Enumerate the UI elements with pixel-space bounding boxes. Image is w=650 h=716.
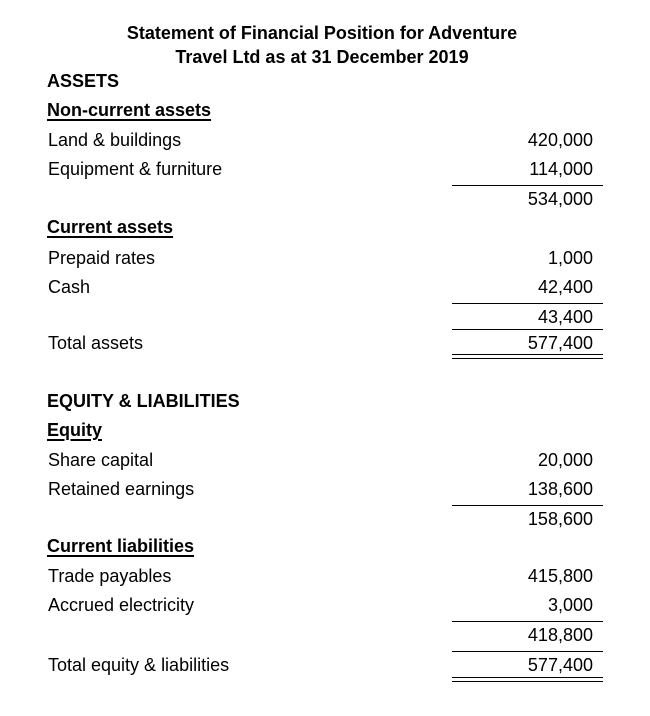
current-assets-heading: Current assets xyxy=(47,217,174,237)
current-liabilities-subtotal: 418,800 xyxy=(527,625,593,645)
line-item-label: Retained earnings xyxy=(48,479,195,499)
total-double-rule xyxy=(452,354,603,359)
line-item-value: 415,800 xyxy=(527,566,593,586)
total-equity-liabilities-value: 577,400 xyxy=(527,655,593,675)
title-line-2: Travel Ltd as at 31 December 2019 xyxy=(175,47,469,67)
line-item-label: Cash xyxy=(48,277,91,297)
total-equity-liabilities-label: Total equity & liabilities xyxy=(48,655,230,675)
subtotal-rule xyxy=(452,185,603,186)
line-item-value: 42,400 xyxy=(537,277,593,297)
line-item-value: 420,000 xyxy=(527,130,593,150)
non-current-assets-heading: Non-current assets xyxy=(47,100,212,120)
total-rule xyxy=(452,329,603,330)
current-liabilities-heading: Current liabilities xyxy=(47,536,195,556)
subtotal-rule xyxy=(452,505,603,506)
line-item-label: Share capital xyxy=(48,450,154,470)
equity-subtotal: 158,600 xyxy=(527,509,593,529)
line-item-label: Land & buildings xyxy=(48,130,182,150)
line-item-value: 20,000 xyxy=(537,450,593,470)
current-assets-subtotal: 43,400 xyxy=(537,307,593,327)
line-item-value: 114,000 xyxy=(529,159,593,179)
total-double-rule xyxy=(452,677,603,682)
assets-heading: ASSETS xyxy=(47,71,120,91)
line-item-label: Equipment & furniture xyxy=(48,159,223,179)
line-item-value: 1,000 xyxy=(547,248,593,268)
non-current-subtotal: 534,000 xyxy=(527,189,593,209)
line-item-value: 138,600 xyxy=(527,479,593,499)
subtotal-rule xyxy=(452,303,603,304)
line-item-label: Trade payables xyxy=(48,566,172,586)
title-line-1: Statement of Financial Position for Adventure xyxy=(126,23,518,43)
line-item-label: Accrued electricity xyxy=(48,595,195,615)
equity-liabilities-heading: EQUITY & LIABILITIES xyxy=(47,391,240,411)
total-assets-label: Total assets xyxy=(48,333,144,353)
total-rule xyxy=(452,651,603,652)
total-assets-value: 577,400 xyxy=(527,333,593,353)
line-item-value: 3,000 xyxy=(547,595,593,615)
equity-heading: Equity xyxy=(47,420,103,440)
subtotal-rule xyxy=(452,621,603,622)
line-item-label: Prepaid rates xyxy=(48,248,156,268)
